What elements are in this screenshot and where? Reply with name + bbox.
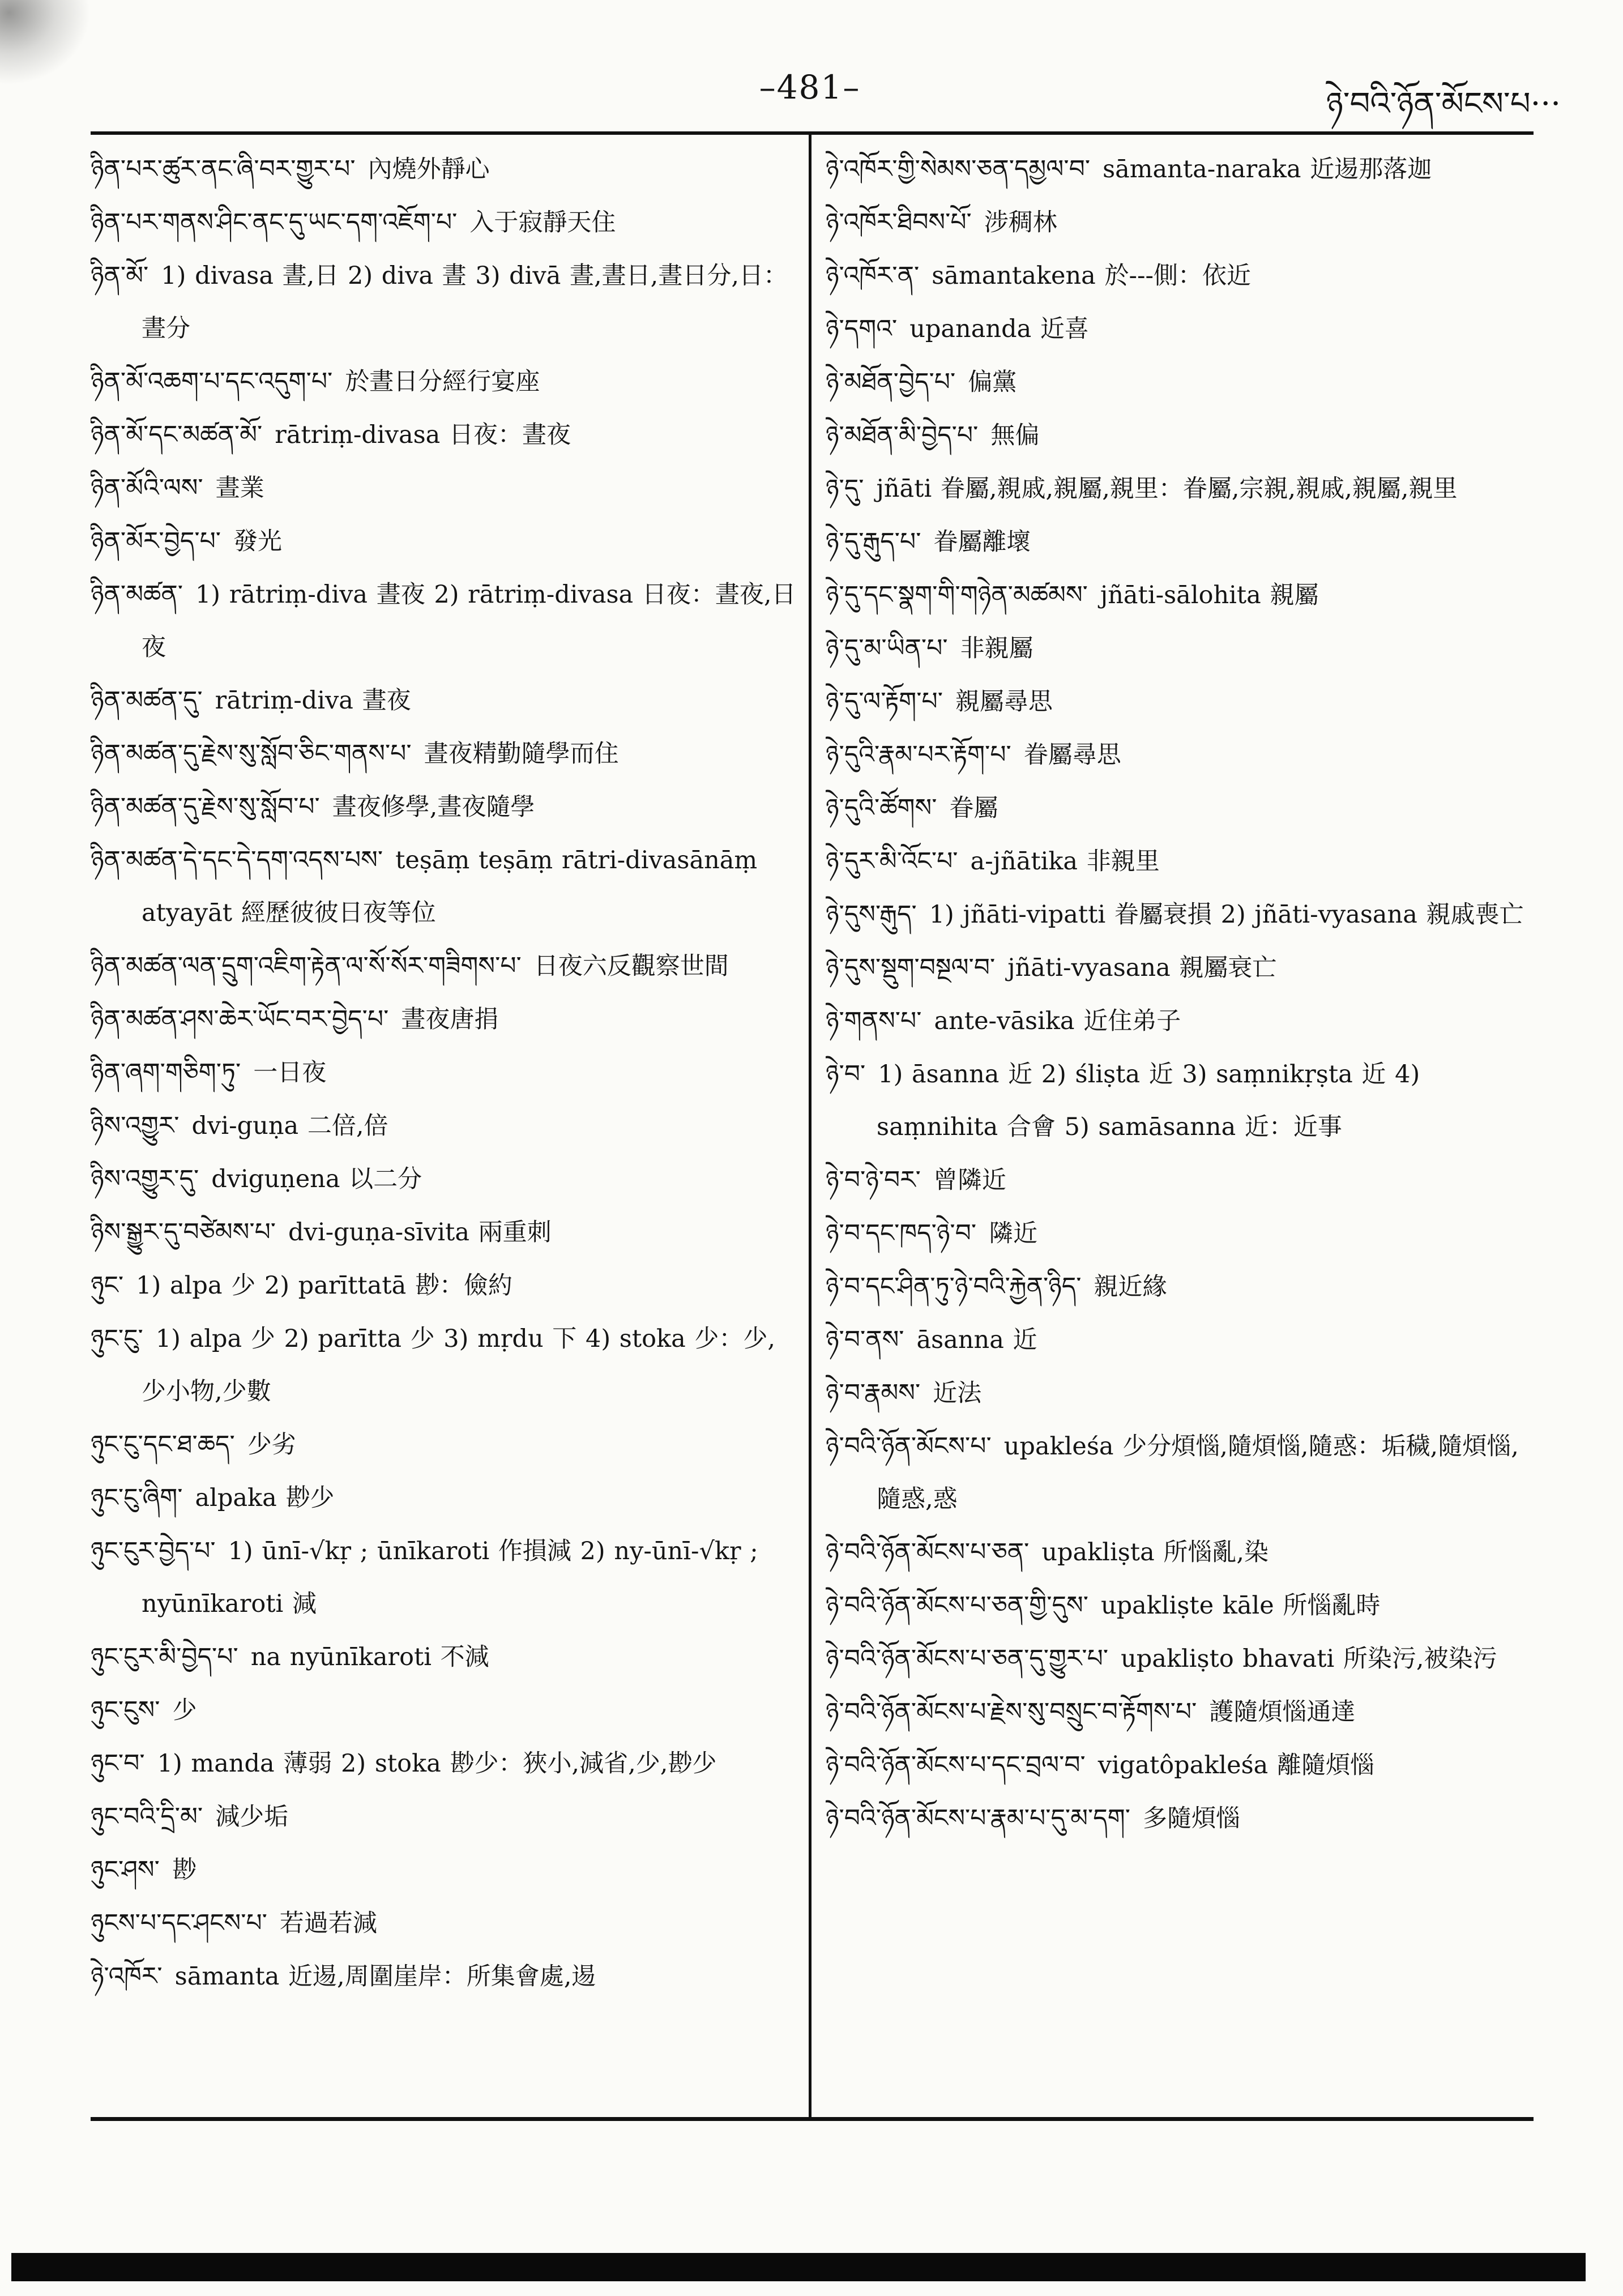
entry-gloss: 少 — [172, 1696, 197, 1725]
entry-gloss: na nyūnīkaroti 不減 — [250, 1643, 489, 1671]
entry-headword: ཉེ་དུས་སྡུག་བསྔལ་བ་ — [826, 953, 996, 982]
entry-headword: ཉེ་བའི་ཉོན་མོངས་པ་རྣམ་པ་དུ་མ་དག་ — [826, 1804, 1130, 1833]
dictionary-entry — [91, 196, 798, 249]
entry-gloss: teṣāṃ teṣāṃ rātri-divasānāṃ atyayāt 經歷彼彼日夜等位 — [142, 846, 758, 927]
entry-gloss: 非親屬 — [960, 634, 1033, 663]
dictionary-entry — [91, 462, 798, 515]
entry-gloss: upananda 近喜 — [909, 315, 1089, 343]
entry-gloss: jñāti 眷屬,親戚,親屬,親里：眷屬,宗親,親戚,親屬,親里 — [876, 475, 1458, 503]
entry-headword: ཉིས་འགྱུར་དུ་ — [91, 1164, 199, 1193]
dictionary-entry — [91, 515, 798, 568]
entry-headword: ཉེ་བའི་ཉོན་མོངས་པ་ཅན་ — [826, 1538, 1030, 1567]
dictionary-entry — [91, 1471, 798, 1525]
dictionary-entry — [91, 355, 798, 408]
entry-gloss: 1) rātriṃ-diva 晝夜 2) rātriṃ-divasa 日夜：晝夜,日夜 — [142, 581, 796, 662]
dictionary-entry — [91, 727, 798, 780]
entry-headword: ཉུང་ངུ་ཞིག་ — [91, 1483, 183, 1512]
entry-headword: ཉིན་པར་གནས་ཤིང་ནང་དུ་ཡང་དག་འཇོག་པ་ — [91, 208, 458, 237]
entry-headword: ཉེ་མཐོན་བྱེད་པ་ — [826, 368, 956, 396]
entry-gloss: 偏黨 — [968, 368, 1017, 396]
dictionary-entry — [826, 1313, 1534, 1367]
dictionary-entry — [826, 1154, 1534, 1207]
entry-headword: ཉིན་མོར་བྱེད་པ་ — [91, 527, 221, 556]
dictionary-entry — [91, 1737, 798, 1790]
entry-gloss: ante-vāsika 近住弟子 — [934, 1007, 1181, 1035]
entry-gloss: 於晝日分經行宴座 — [345, 368, 540, 396]
entry-headword: ཉེ་བའི་ཉོན་མོངས་པ་ཅན་གྱི་དུས་ — [826, 1591, 1088, 1620]
entry-gloss: vigatôpakleśa 離隨煩惱 — [1097, 1751, 1374, 1779]
dictionary-entry — [91, 1153, 798, 1206]
entry-headword: ཉེ་བའི་ཉོན་མོངས་པ་རྗེས་སུ་བསྲུང་བ་རྟོགས་པ་ — [826, 1697, 1197, 1726]
entry-headword: ཉེ་གནས་པ་ — [826, 1006, 922, 1035]
column-divider — [809, 135, 812, 2117]
entry-headword: ཉིན་པར་ཚུར་ནང་ཞི་བར་གྱུར་པ་ — [91, 155, 356, 183]
dictionary-entry — [826, 1526, 1534, 1579]
dictionary-entry — [91, 1418, 798, 1471]
entry-gloss: rātriṃ-divasa 日夜：晝夜 — [275, 421, 571, 449]
dictionary-entry — [826, 409, 1534, 462]
dictionary-entry — [826, 356, 1534, 409]
dictionary-entry — [826, 941, 1534, 995]
entry-gloss: upakliṣto bhavati 所染污,被染污 — [1121, 1645, 1497, 1673]
entry-headword: ཉིས་སྒྱུར་དུ་བཙེམས་པ་ — [91, 1218, 276, 1247]
entry-headword: ཉེ་བའི་ཉོན་མོངས་པ་དང་བྲལ་བ་ — [826, 1751, 1086, 1779]
entry-gloss: 尠 — [172, 1856, 197, 1884]
dictionary-entry — [826, 888, 1534, 941]
dictionary-entry — [91, 1631, 798, 1684]
entry-headword: ཉིས་འགྱུར་ — [91, 1111, 180, 1140]
entry-gloss: 減少垢 — [215, 1803, 289, 1831]
dictionary-entry — [91, 1950, 798, 2003]
dictionary-entry — [91, 1099, 798, 1153]
bottom-rule — [91, 2117, 1534, 2121]
entry-gloss: 涉稠林 — [984, 208, 1057, 237]
entry-headword: ཉུང་ཤས་ — [91, 1855, 160, 1884]
dictionary-entry — [826, 782, 1534, 835]
entry-gloss: 發光 — [233, 527, 283, 556]
entry-gloss: dvi-guṇa-sīvita 兩重刺 — [288, 1218, 552, 1247]
entry-gloss: upakliṣta 所惱亂,染 — [1041, 1538, 1269, 1567]
dictionary-entry — [826, 1420, 1534, 1526]
entry-headword: ཉེ་དུའི་རྣམ་པར་རྟོག་པ་ — [826, 740, 1011, 769]
entry-gloss: 晝業 — [215, 474, 264, 502]
entry-headword: ཉེ་འཁོར་ — [91, 1962, 163, 1991]
entry-gloss: a-jñātika 非親里 — [970, 847, 1160, 876]
entry-headword: ཉེ་བ་ཉེ་བར་ — [826, 1166, 921, 1194]
entry-headword: ཉིན་མོ་ — [91, 261, 149, 290]
entry-headword: ཉུང་ — [91, 1271, 124, 1300]
entry-headword: ཉུང་ངུས་ — [91, 1696, 160, 1725]
entry-gloss: 1) alpa 少 2) parītta 少 3) mṛdu 下 4) stoka 少：少,少小物,少數 — [142, 1325, 776, 1406]
entry-headword: ཉེ་དུ་རྒུད་པ་ — [826, 527, 921, 556]
entry-gloss: 眷屬離壞 — [933, 528, 1031, 556]
dictionary-entry — [91, 674, 798, 727]
dictionary-entry — [826, 1579, 1534, 1632]
right-column — [826, 143, 1534, 2108]
entry-gloss: sāmantakena 於---側：依近 — [932, 262, 1252, 290]
dictionary-entry — [826, 569, 1534, 622]
entry-gloss: 1) ūnī-√kṛ ; ūnīkaroti 作損減 2) ny-ūnī-√kṛ ; nyūnīkaroti 減 — [142, 1537, 758, 1618]
entry-gloss: alpaka 尠少 — [195, 1484, 335, 1512]
entry-gloss: 晝夜唐捐 — [401, 1005, 499, 1034]
dictionary-entry — [826, 143, 1534, 196]
entry-headword: ཉུང་ངུ་ — [91, 1324, 143, 1353]
entry-gloss: 內燒外靜心 — [368, 155, 490, 183]
entry-gloss: āsanna 近 — [916, 1326, 1037, 1354]
entry-headword: ཉེ་བ་དང་ཁད་ཉེ་བ་ — [826, 1219, 977, 1248]
entry-gloss: 日夜六反觀察世間 — [533, 952, 729, 980]
entry-headword: ཉེ་དགའ་ — [826, 314, 898, 343]
entry-gloss: 1) jñāti-vipatti 眷屬衰損 2) jñāti-vyasana 親戚喪亡 — [929, 901, 1524, 929]
entry-gloss: 1) manda 薄弱 2) stoka 尠少：狹小,減省,少,尠少 — [157, 1749, 717, 1778]
dictionary-entry — [826, 1207, 1534, 1260]
dictionary-entry — [91, 1312, 798, 1418]
dictionary-entry — [826, 1048, 1534, 1154]
entry-gloss: jñāti-vyasana 親屬衰亡 — [1007, 954, 1277, 982]
entry-gloss: 1) alpa 少 2) parīttatā 尠：儉約 — [136, 1271, 512, 1300]
dictionary-entry — [826, 462, 1534, 515]
dictionary-entry — [826, 1260, 1534, 1313]
entry-gloss: 晝夜修學,晝夜隨學 — [332, 793, 535, 821]
dictionary-entry — [91, 1525, 798, 1631]
entry-headword: ཉེ་དུས་རྒུད་ — [826, 900, 917, 929]
entry-headword: ཉེ་བ་རྣམས་ — [826, 1379, 921, 1407]
entry-gloss: 親近緣 — [1094, 1273, 1167, 1301]
top-rule — [91, 131, 1534, 135]
entry-headword: ཉེ་དུ་ — [826, 474, 864, 503]
entry-gloss: sāmanta-naraka 近逷那落迦 — [1103, 155, 1432, 183]
entry-headword: ཉེ་བ་ནས་ — [826, 1325, 904, 1354]
entry-gloss: upakliṣte kāle 所惱亂時 — [1100, 1591, 1381, 1620]
entry-headword: ཉིན་ཞག་གཅིག་ཏུ་ — [91, 1058, 241, 1087]
entry-gloss: 眷屬 — [949, 794, 998, 822]
entry-gloss: 入于寂靜天住 — [469, 208, 616, 237]
entry-headword: ཉིན་མཚན་ — [91, 580, 183, 609]
entry-gloss: 親屬尋思 — [955, 688, 1053, 716]
dictionary-entry — [826, 1632, 1534, 1685]
running-head: ཉེ་བའི་ཉོན་མོངས་པ··· — [1326, 86, 1561, 122]
left-column — [91, 143, 798, 2108]
entry-gloss: upakleśa 少分煩惱,隨煩惱,隨惑：垢穢,隨煩惱,隨惑,惑 — [877, 1432, 1519, 1513]
dictionary-entry — [91, 249, 798, 355]
dictionary-entry — [91, 993, 798, 1046]
entry-headword: ཉེ་བ་ — [826, 1060, 866, 1089]
dictionary-entry — [91, 143, 798, 196]
dictionary-entry — [826, 249, 1534, 302]
dictionary-entry — [826, 622, 1534, 675]
dictionary-entry — [91, 1897, 798, 1950]
dictionary-entry — [91, 780, 798, 834]
dictionary-entry — [826, 302, 1534, 356]
entry-headword: ཉེ་དུའི་ཚོགས་ — [826, 793, 937, 822]
dictionary-entry — [91, 1684, 798, 1737]
dictionary-entry — [91, 1790, 798, 1843]
entry-gloss: 護隨煩惱通達 — [1209, 1698, 1356, 1726]
entry-headword: ཉེ་དུ་དང་སྣག་གི་གཉེན་མཚམས་ — [826, 581, 1088, 609]
dictionary-entry — [826, 728, 1534, 782]
entry-headword: ཉིན་མཚན་དུ་ — [91, 686, 203, 715]
entry-gloss: dvi-guṇa 二倍,倍 — [191, 1112, 388, 1140]
entry-headword: ཉེ་དུ་ལ་རྟོག་པ་ — [826, 687, 943, 716]
entry-gloss: 晝夜精勤隨學而住 — [424, 740, 619, 768]
dictionary-entry — [826, 196, 1534, 249]
dictionary-entry — [826, 675, 1534, 728]
entry-headword: ཉུང་ངུར་བྱེད་པ་ — [91, 1537, 216, 1565]
entry-headword: ཉིན་མཚན་དུ་རྗེས་སུ་སློབ་ཅིང་གནས་པ་ — [91, 739, 412, 768]
entry-gloss: 近法 — [933, 1379, 982, 1407]
dictionary-entry — [91, 1843, 798, 1897]
entry-gloss: 1) divasa 晝,日 2) diva 晝 3) divā 晝,晝日,晝日分,日：晝分 — [142, 262, 788, 343]
dictionary-entry — [91, 1259, 798, 1312]
dictionary-entry — [91, 1206, 798, 1259]
dictionary-entry — [91, 1046, 798, 1099]
entry-gloss: 無偏 — [990, 421, 1040, 450]
entry-gloss: 少劣 — [247, 1431, 296, 1459]
entry-headword: ཉུང་བའི་དྲི་མ་ — [91, 1802, 203, 1831]
dictionary-entry — [826, 1739, 1534, 1792]
entry-headword: ཉིན་མོ་འཆག་པ་དང་འདུག་པ་ — [91, 367, 333, 396]
entry-headword: ཉུང་བ་ — [91, 1749, 145, 1778]
entry-gloss: 曾隣近 — [933, 1166, 1006, 1194]
entry-headword: ཉེ་འཁོར་ཐིབས་པོ་ — [826, 208, 972, 237]
dictionary-entry — [91, 834, 798, 940]
entry-headword: ཉེ་དུ་མ་ཡིན་པ་ — [826, 634, 948, 663]
entry-headword: ཉིན་མོ་དང་མཚན་མོ་ — [91, 420, 263, 449]
scan-bottom-band — [11, 2253, 1586, 2281]
entry-gloss: 一日夜 — [253, 1059, 327, 1087]
entry-headword: ཉུང་ངུར་མི་བྱེད་པ་ — [91, 1642, 238, 1671]
entry-headword: ཉེ་མཐོན་མི་བྱེད་པ་ — [826, 421, 979, 450]
entry-gloss: 眷屬尋思 — [1023, 741, 1121, 769]
page-number: –481– — [759, 68, 861, 106]
entry-headword: ཉེ་འཁོར་གྱི་སེམས་ཅན་དམྱལ་བ་ — [826, 155, 1091, 183]
dictionary-entry — [826, 1792, 1534, 1845]
dictionary-entry — [826, 995, 1534, 1048]
entry-headword: ཉིན་མཚན་ལན་དྲུག་འཇིག་རྟེན་ལ་སོ་སོར་གཟིགས་པ་ — [91, 951, 522, 980]
dictionary-entry — [826, 515, 1534, 569]
entry-headword: ཉིན་མོའི་ལས་ — [91, 473, 203, 502]
entry-headword: ཉིན་མཚན་དུ་རྗེས་སུ་སློབ་པ་ — [91, 792, 320, 821]
entry-headword: ཉེ་བའི་ཉོན་མོངས་པ་ — [826, 1432, 992, 1461]
dictionary-entry — [826, 835, 1534, 888]
dictionary-entry — [91, 408, 798, 462]
dictionary-entry — [91, 940, 798, 993]
entry-headword: ཉིན་མཚན་དེ་དང་དེ་དག་འདས་པས་ — [91, 846, 383, 874]
entry-gloss: jñāti-sālohita 親屬 — [1100, 581, 1319, 609]
entry-headword: ཉུང་ངུ་དང་ཐ་ཆད་ — [91, 1430, 235, 1459]
entry-gloss: rātriṃ-diva 晝夜 — [215, 686, 411, 715]
scan-corner-smudge — [0, 0, 91, 85]
entry-gloss: sāmanta 近逷,周圍崖岸：所集會處,逷 — [174, 1962, 596, 1991]
entry-headword: ཉེ་དུར་མི་འོང་པ་ — [826, 847, 958, 876]
dictionary-entry — [91, 568, 798, 674]
entry-gloss: 1) āsanna 近 2) śliṣta 近 3) saṃnikṛṣta 近 4) saṃnihita 合會 5) samāsanna 近：近事 — [877, 1060, 1420, 1141]
dictionary-entry — [826, 1367, 1534, 1420]
entry-headword: ཉུངས་པ་དང་ཤངས་པ་ — [91, 1909, 267, 1937]
entry-headword: ཉེ་འཁོར་ན་ — [826, 261, 920, 290]
entry-headword: ཉེ་བའི་ཉོན་མོངས་པ་ཅན་དུ་གྱུར་པ་ — [826, 1644, 1109, 1673]
entry-headword: ཉིན་མཚན་ཤས་ཆེར་ཡོང་བར་བྱེད་པ་ — [91, 1005, 389, 1034]
entry-headword: ཉེ་བ་དང་ཤིན་ཏུ་ཉེ་བའི་རྐྱེན་ཉིད་ — [826, 1272, 1082, 1301]
dictionary-entry — [826, 1685, 1534, 1739]
entry-gloss: dviguṇena 以二分 — [211, 1165, 422, 1193]
entry-gloss: 多隨煩惱 — [1143, 1804, 1240, 1833]
entry-gloss: 若過若減 — [279, 1909, 377, 1937]
entry-gloss: 隣近 — [989, 1219, 1038, 1248]
